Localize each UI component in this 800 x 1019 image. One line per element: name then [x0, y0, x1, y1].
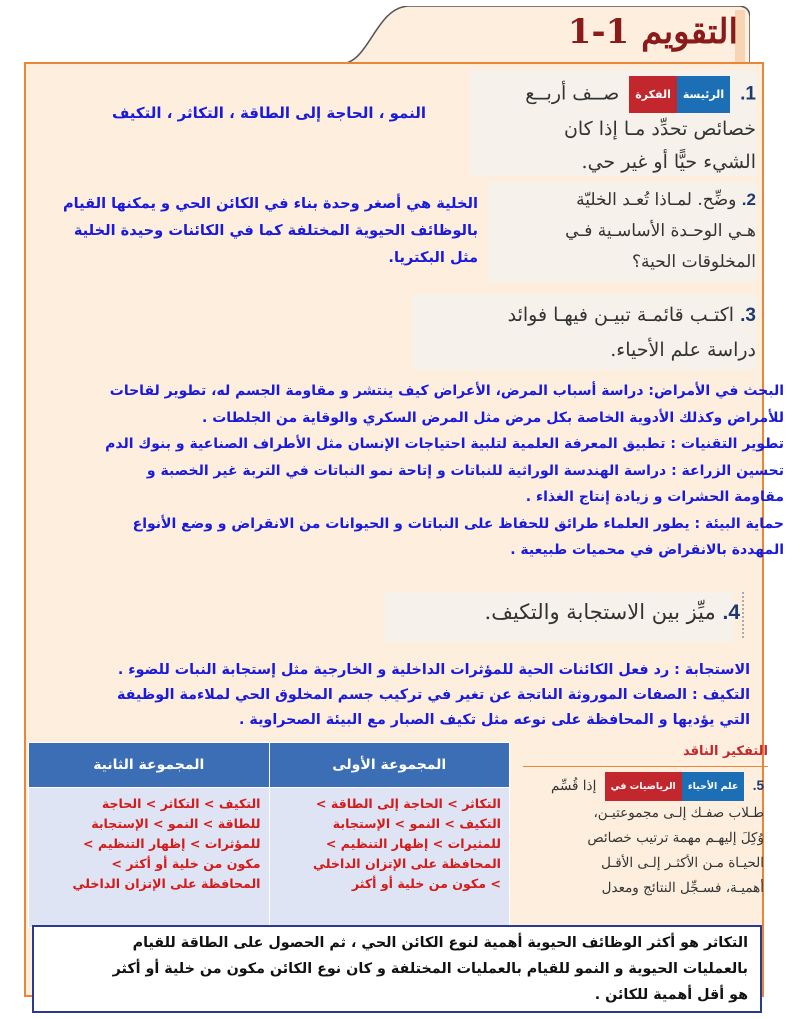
- question-1-line-2: خصائص تحدِّد مـا إذا كان: [563, 118, 756, 140]
- question-3: [416, 298, 756, 367]
- answer-3-line: تطوير التقنيات : تطبيق المعرفة العلمية لتلبية احتياجات الإنسان مثل الأطراف الصناعية و بنوك الدم: [105, 436, 784, 452]
- question-5-line: طـلاب صفـك إلـى مجموعتيـن،: [593, 805, 764, 821]
- question-3-line-1: [416, 298, 756, 333]
- answer-1: النمو ، الحاجة إلى الطاقة ، التكاثر ، التكيف: [111, 104, 426, 122]
- margin-dots: [742, 592, 746, 638]
- conclusion-line: التكاثر هو أكثر الوظائف الحيوية أهمية لنوع الكائن الحي ، ثم الحصول على الطاقة للقيام: [132, 935, 748, 951]
- answer-4-line: الاستجابة : رد فعل الكائنات الحية للمؤثرات الداخلية و الخارجية مثل إستجابة النبات للضوء .: [117, 662, 750, 678]
- critical-thinking-heading: التفكير الناقد: [523, 744, 768, 767]
- question-5-number: 5.: [752, 778, 764, 793]
- badge-label-idea: الفكرة: [629, 76, 677, 113]
- conclusion-line: بالعمليات الحيوية و النمو للقيام بالعمليات المختلفة و كان نوع الكائن مكون من خلية أو أكثر: [112, 961, 748, 977]
- question-4-number: 4.: [722, 601, 740, 624]
- question-3-text: اكتـب قائمـة تبيـن فيهـا فوائد: [507, 304, 735, 326]
- conclusion-line: هو أقل أهمية للكائن .: [594, 987, 748, 1003]
- groups-table: [28, 742, 510, 928]
- group-2-cell: [29, 788, 270, 928]
- question-2-line-2: هـي الوحـدة الأساسـية فـي: [565, 221, 756, 241]
- answer-2-line: الخلية هي أصغر وحدة بناء في الكائن الحي و يمكنها القيام: [62, 195, 478, 212]
- group-2-line: للطاقة > النمو > الإستجابة: [91, 816, 261, 831]
- question-2-text: وضِّح. لمـاذا تُعـد الخليّة: [576, 190, 737, 210]
- answer-2: [18, 190, 478, 271]
- question-5: [524, 772, 764, 901]
- table-header-row: [29, 743, 510, 788]
- answer-3-line: للأمراض وكذلك الأدوية الخاصة بكل مرض مثل المرض السكري والوقاية من الجلطات .: [202, 409, 784, 426]
- page-title: التقويم 1-1: [567, 12, 738, 52]
- question-1-text: صــف أربــع: [525, 82, 620, 105]
- answer-4: [50, 658, 750, 733]
- answer-4-line: التكيف : الصفات الموروثة الناتجة عن تغير في تركيب جسم المخلوق الحي لملاءمة الوظيفة: [116, 687, 750, 703]
- badge-label-math: الرياضيات في: [605, 772, 682, 801]
- group-2-line: المحافظة على الإتزان الداخلي: [72, 876, 261, 891]
- answer-2-line: بالوظائف الحيوية المختلفة كما في الكائنات وحيدة الخلية: [73, 222, 478, 239]
- question-5-line: أهميـة، فسـجِّل النتائج ومعدل: [601, 880, 764, 896]
- answer-3-line: مقاومة الحشرات و زيادة إنتاج الغذاء .: [525, 489, 784, 505]
- question-5-line: الحيـاة مـن الأكثـر إلـى الأقـل: [601, 855, 764, 871]
- question-2-line-3: المخلوقات الحية؟: [632, 252, 756, 272]
- question-3-line-2: دراسة علم الأحياء.: [610, 339, 756, 361]
- question-1: [472, 76, 756, 179]
- table-header-group-2: المجموعة الثانية: [29, 743, 270, 788]
- group-1-line: المحافظة على الإتزان الداخلي: [312, 856, 501, 871]
- answer-3: [14, 378, 784, 564]
- table-header-group-1: المجموعة الأولى: [269, 743, 510, 788]
- badge-label-main: الرئيسة: [677, 76, 730, 113]
- question-1-line-3: الشيء حيًّا أو غير حي.: [581, 151, 756, 173]
- question-5-line-1: [524, 772, 764, 801]
- question-5-text: إذا قُسِّم: [551, 778, 597, 794]
- badge-label-biology: علم الأحياء: [682, 772, 745, 801]
- group-2-line: للمؤثرات > إظهار التنظيم >: [83, 836, 261, 851]
- answer-3-line: تحسين الزراعة : دراسة الهندسة الوراثية للنباتات و إتاحة نمو النباتات في التربة غير الخصبة و: [146, 462, 784, 479]
- group-1-cell: [269, 788, 510, 928]
- conclusion-text: [48, 930, 748, 1008]
- question-1-number: 1.: [740, 83, 756, 105]
- answer-4-line: التي يؤديها و المحافظة على نوعه مثل تكيف الصبار مع البيئة الصحراوية .: [238, 712, 750, 728]
- question-4: [485, 600, 740, 625]
- answer-3-line: البحث في الأمراض: دراسة أسباب المرض، الأعراض كيف ينتشر و مقاومة الجسم له، تطوير لقاحات: [109, 383, 784, 399]
- group-1-line: > مكون من خلية أو أكثر: [351, 876, 501, 891]
- question-2-number: 2.: [741, 190, 756, 209]
- table-row: [29, 788, 510, 928]
- group-2-line: مكون من خلية أو أكثر >: [111, 856, 261, 871]
- question-5-line: وُكِلَ إليهـم مهمة ترتيب خصائص: [587, 830, 764, 846]
- answer-3-line: حماية البيئة : يطور العلماء طرائق للحفاظ على النباتات و الحيوانات من الانقراض و وضع الأنواع: [132, 515, 784, 532]
- group-1-line: التكيف > النمو > الإستجابة: [332, 816, 501, 831]
- question-1-line-1: [472, 76, 756, 113]
- main-idea-badge: [629, 76, 730, 113]
- question-4-text: ميِّز بين الاستجابة والتكيف.: [484, 600, 716, 624]
- answer-3-line: المهددة بالانقراض في محميات طبيعية .: [510, 542, 784, 558]
- answer-2-line: مثل البكتريا.: [388, 249, 478, 266]
- group-2-line: التكيف > التكاثر > الحاجة: [101, 796, 261, 811]
- question-2: [490, 184, 756, 278]
- question-2-line-1: [490, 184, 756, 216]
- question-3-number: 3.: [740, 305, 756, 326]
- math-in-biology-badge: [605, 772, 745, 801]
- group-1-line: للمثيرات > إظهار التنظيم >: [325, 836, 501, 851]
- group-1-line: التكاثر > الحاجة إلى الطاقة >: [315, 796, 501, 811]
